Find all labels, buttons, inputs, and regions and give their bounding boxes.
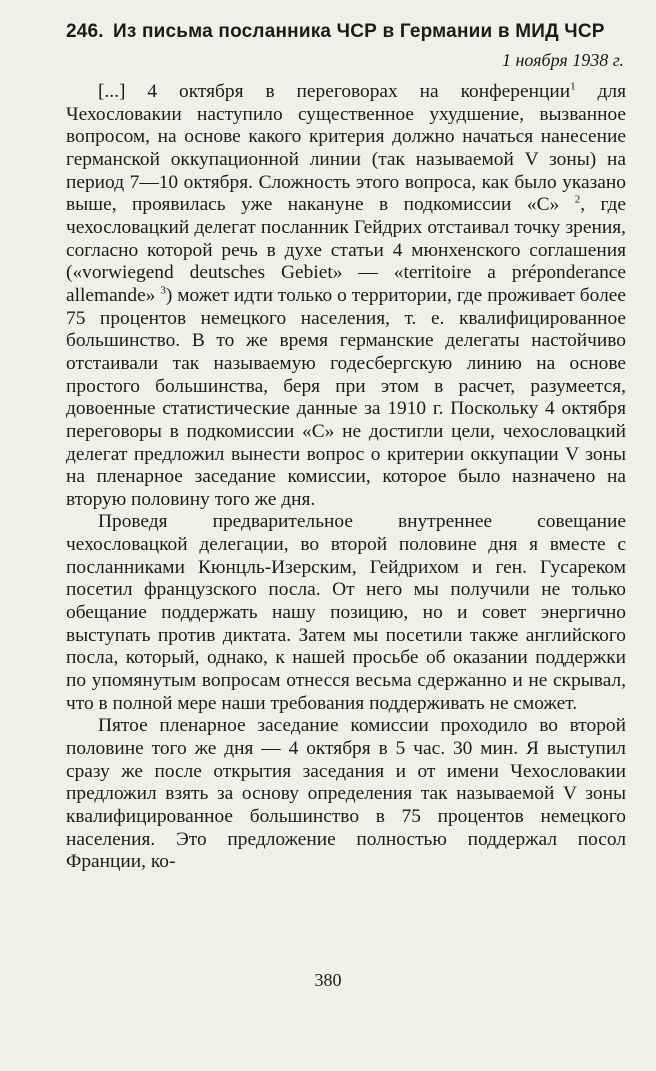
document-number: 246. [66,21,104,42]
document-body [66,81,626,874]
paragraph-1-text-a: [...] 4 октября в переговорах на конференции [98,81,571,102]
footnote-ref-2: 2 [574,193,581,206]
document-date: 1 ноября 1938 г. [501,50,624,70]
paragraph-1-text-d: ) может идти только о территории, где проживает более 75 процентов немецкого населения, т. е. квалифицированное большинство. В то же время германские делегаты настойчиво отстаивали так называемую годесбергскую линию на основе простого большинства, беря при этом в расчет, разумеется, довоенные статистические данные за 1910 г. Поскольку 4 октября переговоры в подкомиссии «С» не достигли цели, чехословацкий делегат предложил вынести вопрос о критерии оккупации V зоны на пленарное заседание комиссии, которое было назначено на вторую половину того же дня. [66,284,627,510]
paragraph-1-text-c: , где чехословацкий делегат посланник Гейдрих отстаивал точку зрения, согласно которой речь в духе статьи 4 мюнхенского соглашения («vorwiegend deutsches Gebiet» — «territoire a préponderance allemande» [66,194,627,306]
paragraph-1 [66,81,626,511]
paragraph-3: Пятое пленарное заседание комиссии проходило во второй половине того же дня — 4 октября в 5 час. 30 мин. Я выступил сразу же после открытия заседания и от имени Чехословакии предложил взять за основу определения так называемой V зоны квалифицированное большинство в 75 процентов немецкого населения. Это предложение полностью поддержал посол Франции, ко- [66,715,626,873]
footnote-ref-1: 1 [570,80,576,93]
paragraph-1-text-b: для Чехословакии наступило существенное ухудшение, вызванное вопросом, на основе какого критерия должно начаться нанесение германской оккупационной линии (так называемой V зоны) на период 7—10 октября. Сложность этого вопроса, как было указано выше, проявилась уже накануне в подкомиссии «С» [66,81,626,216]
document-title: Из письма посланника ЧСР в Германии в МИД ЧСР [113,21,605,42]
document-heading [66,20,626,43]
page-number: 380 [314,970,342,990]
document-page [66,20,626,874]
paragraph-2: Проведя предварительное внутреннее совещание чехословацкой делегации, во второй половине дня я вместе с посланниками Кюнцль-Изерским, Гейдрихом и ген. Гусареком посетил французского посла. От него мы получили не только обещание поддержать нашу позицию, но и совет энергично выступать против диктата. Затем мы посетили также английского посла, который, однако, к нашей просьбе об оказании поддержки по упомянутым вопросам отнесся весьма сдержанно и не скрывал, что в полной мере наши требования поддерживать не сможет. [66,511,626,714]
footnote-ref-3: 3 [160,284,166,297]
